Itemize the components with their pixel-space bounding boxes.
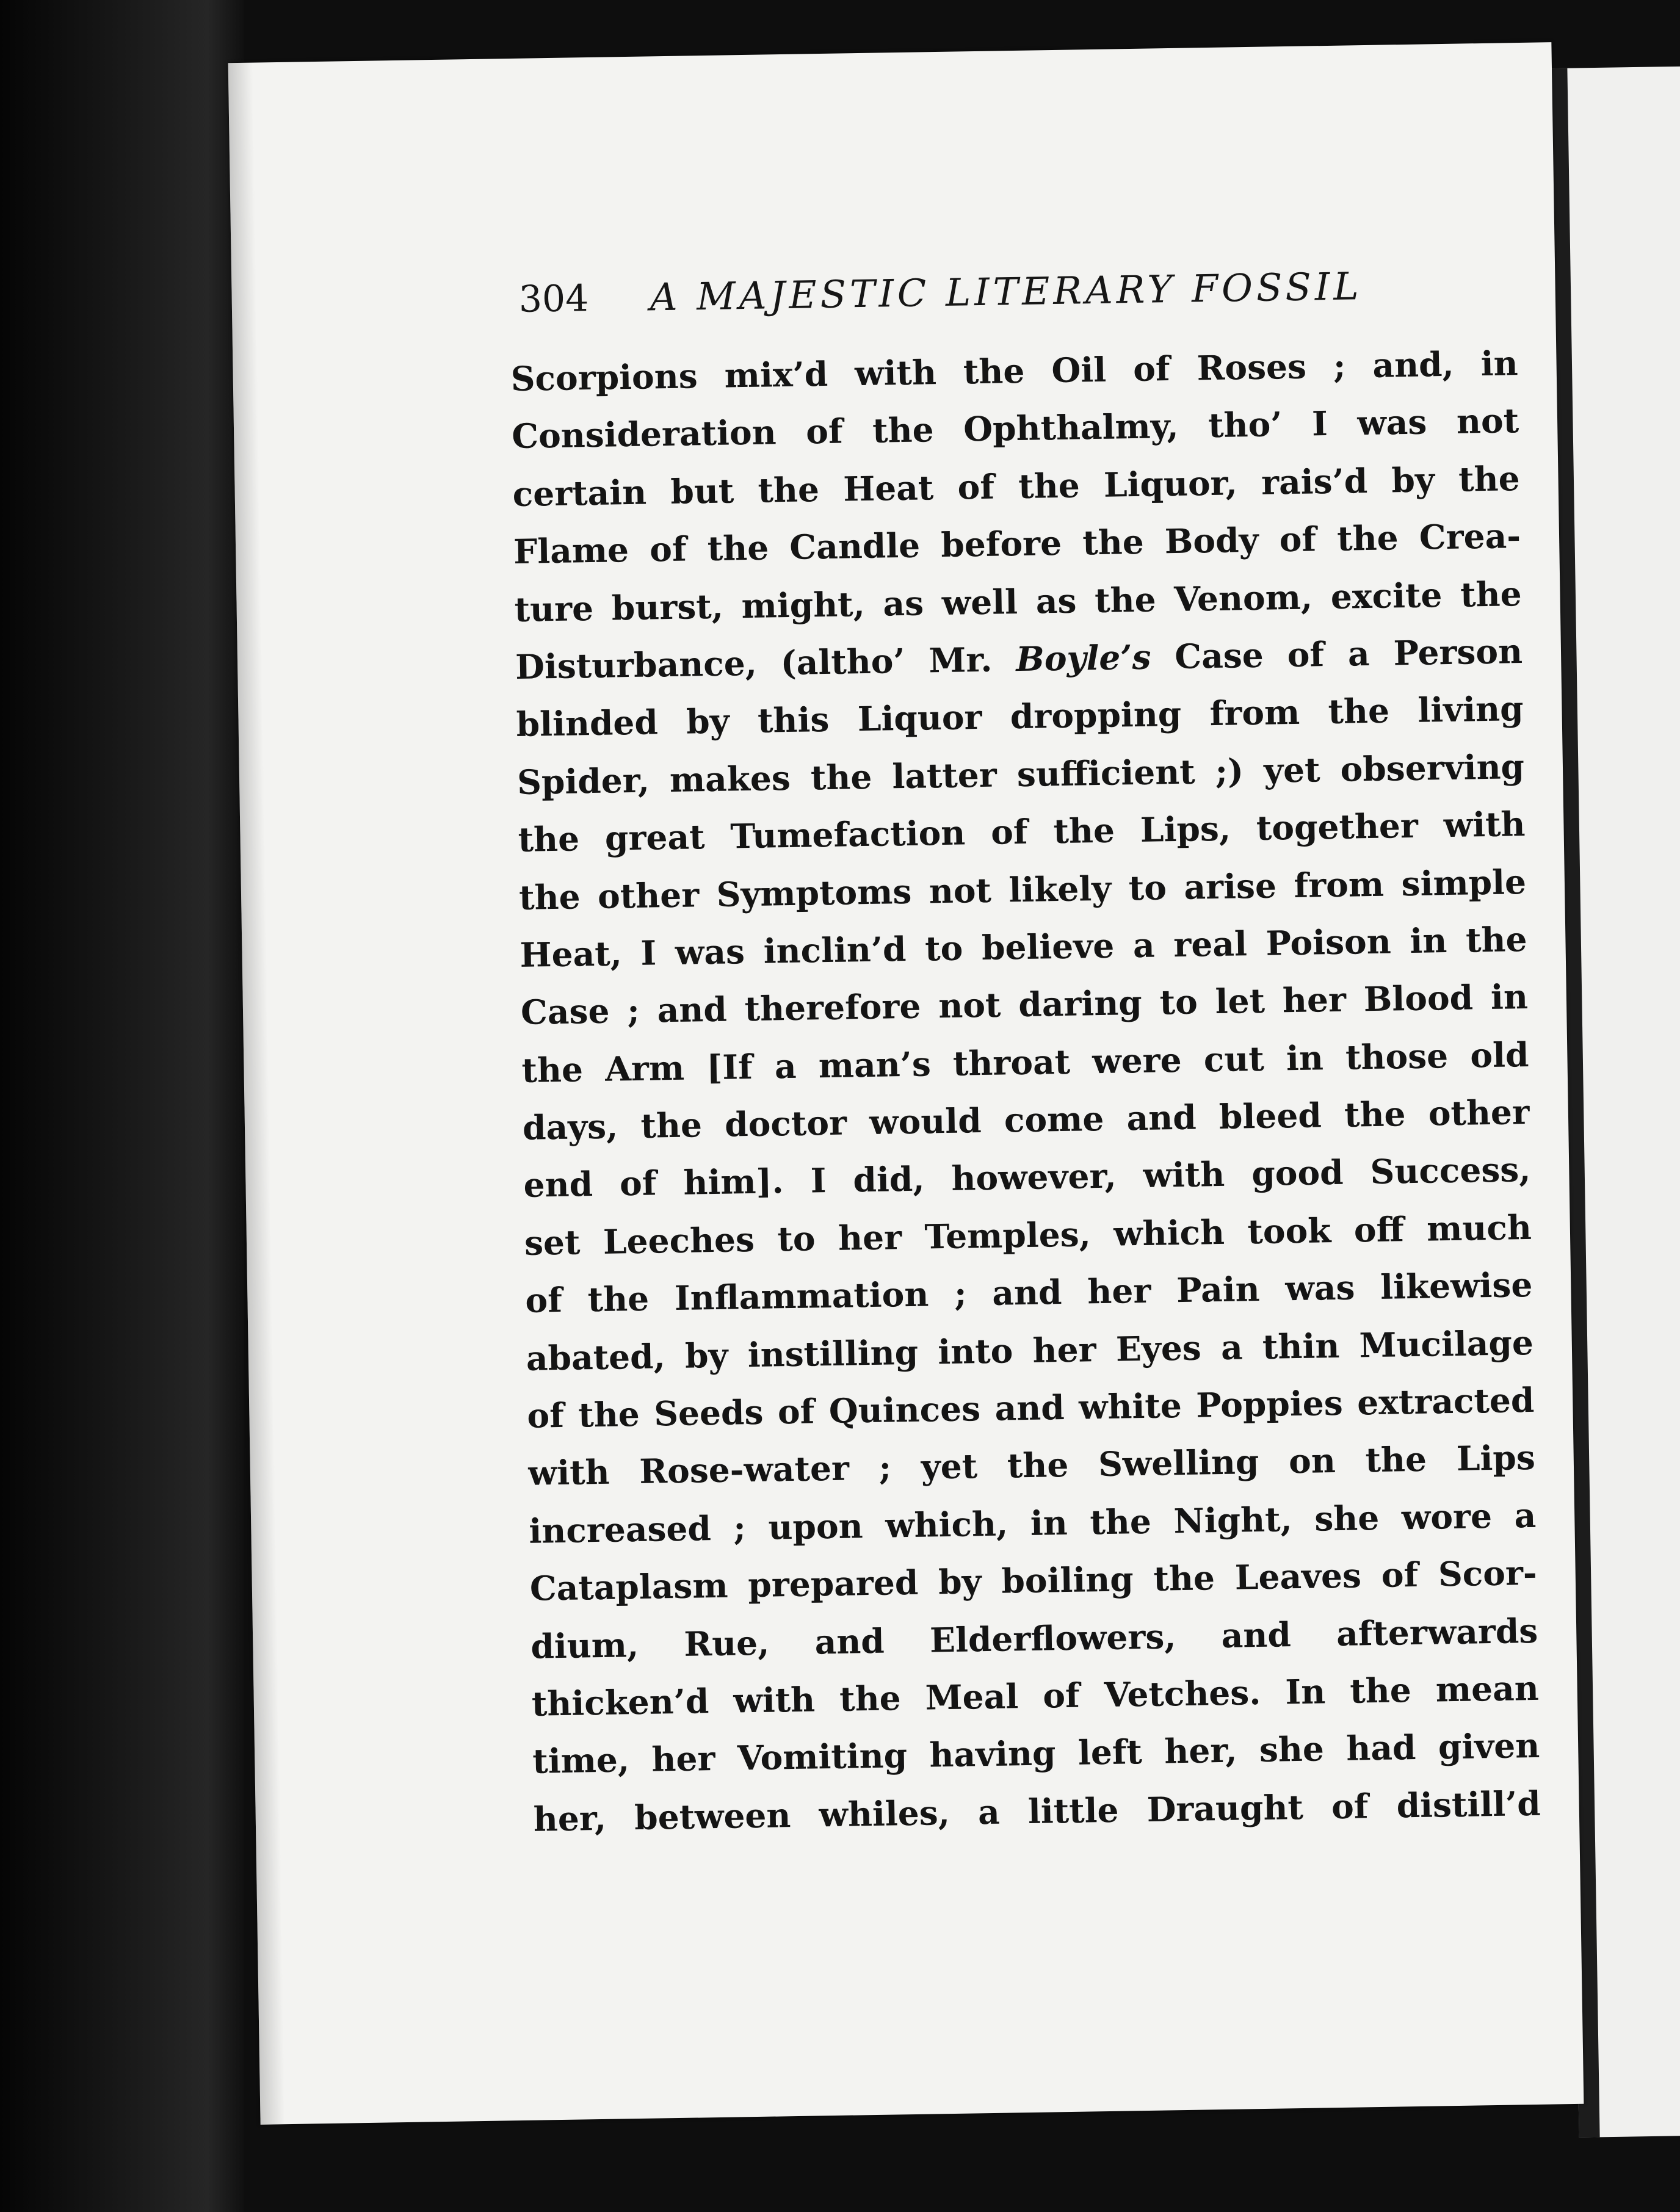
text-line: of the Inflammation ; and her Pain was likewise	[524, 1265, 1533, 1321]
text-line: the Arm [If a man’s throat were cut in those old	[521, 1034, 1529, 1090]
text-line: Cataplasm prepared by boiling the Leaves of Scor-	[529, 1553, 1538, 1608]
text-line: of the Seeds of Quinces and white Poppies extracted	[526, 1379, 1535, 1436]
text-line: with Rose-water ; yet the Swelling on the Lips	[527, 1437, 1536, 1494]
text-line: time, her Vomiting having left her, she had given	[532, 1726, 1540, 1782]
text-line: Scorpions mix’d with the Oil of Roses ; and, in	[510, 343, 1519, 399]
italic-name: Boyle’s	[1015, 637, 1151, 679]
page-number: 304	[518, 277, 589, 321]
body-text	[510, 334, 1541, 1848]
text-line: dium, Rue, and Elderflowers, and afterwards	[530, 1610, 1538, 1666]
text-line: certain but the Heat of the Liquor, rais’d by the	[512, 458, 1521, 514]
text-segment: Disturbance, (altho’ Mr.	[515, 639, 1016, 687]
text-line: Flame of the Candle before the Body of the Crea-	[513, 516, 1521, 572]
page-header	[518, 250, 1521, 333]
text-line: increased ; upon which, in the Night, she wore a	[528, 1495, 1537, 1551]
text-line: the other Symptoms not likely to arise from simple	[518, 861, 1527, 917]
text-line: set Leeches to her Temples, which took off much	[524, 1207, 1532, 1263]
book-page	[228, 42, 1584, 2125]
text-line: her, between whiles, a little Draught of distill’d	[533, 1783, 1541, 1839]
text-line: Consideration of the Ophthalmy, tho’ I was not	[511, 400, 1519, 457]
text-line: Heat, I was inclin’d to believe a real Poison in the	[520, 919, 1527, 975]
text-line: abated, by instilling into her Eyes a thin Mucilage	[526, 1322, 1534, 1378]
text-line: end of him]. I did, however, with good Success,	[523, 1149, 1531, 1205]
text-line: Case ; and therefore not daring to let her Blood in	[520, 977, 1529, 1033]
text-line: thicken’d with the Meal of Vetches. In the mean	[531, 1668, 1540, 1724]
book-binding-edge	[0, 0, 244, 2212]
text-line: days, the doctor would come and bleed the other	[522, 1092, 1530, 1148]
text-line: ture burst, might, as well as the Venom, excite the	[514, 573, 1522, 629]
running-head: A MAJESTIC LITERARY FOSSIL	[650, 264, 1363, 320]
text-segment: Case of a Person	[1150, 631, 1523, 677]
text-line: the great Tumefaction of the Lips, together with	[518, 804, 1526, 860]
text-line: blinded by this Liquor dropping from the living	[516, 689, 1524, 745]
text-line: Spider, makes the latter sufficient ;) yet observing	[516, 746, 1525, 802]
